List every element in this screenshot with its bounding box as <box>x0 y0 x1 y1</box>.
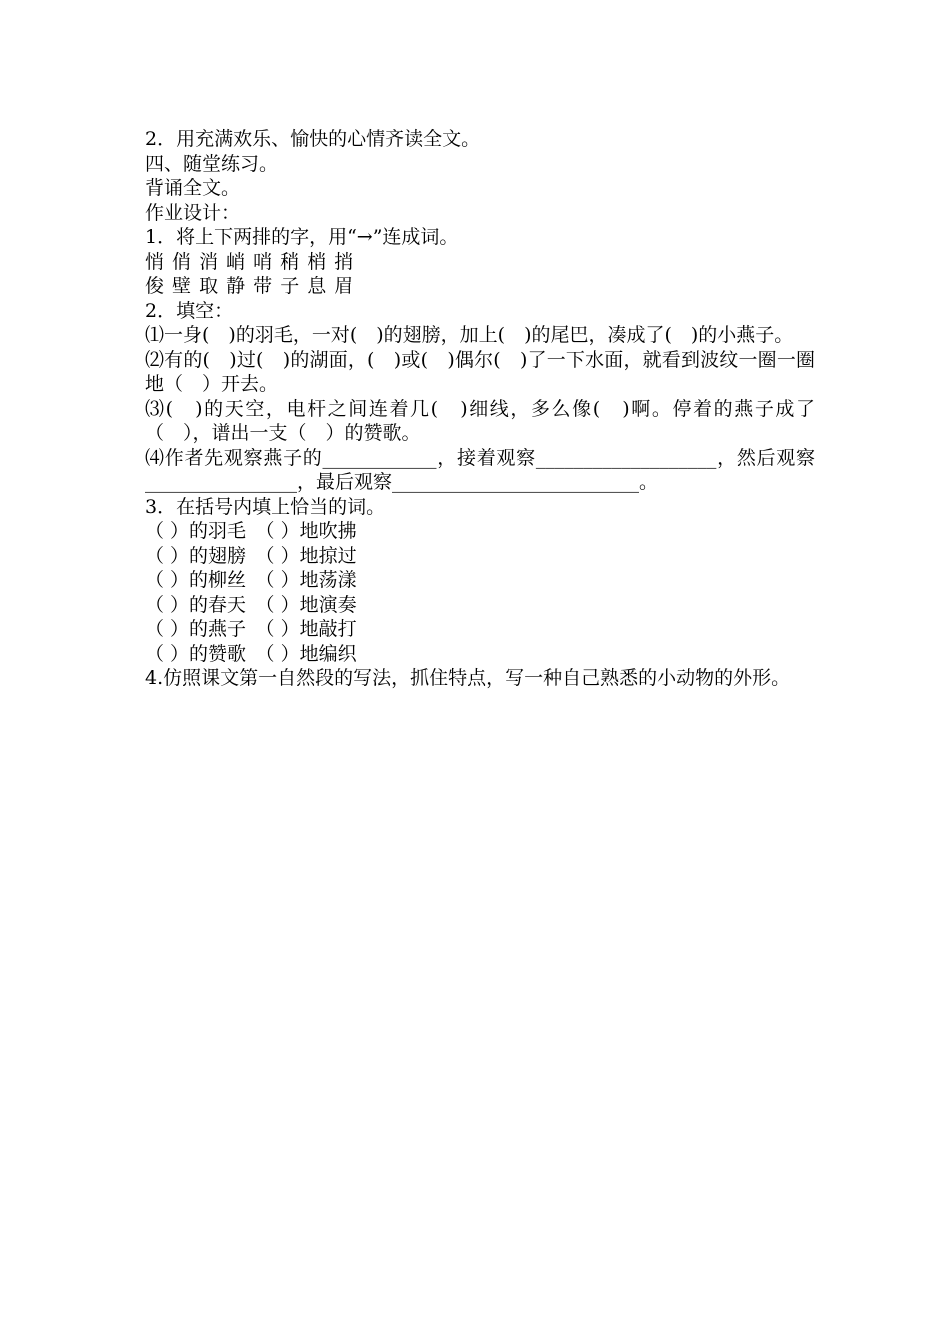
char-row-top: 悄 俏 消 峭 哨 稍 梢 捎 <box>145 250 355 273</box>
bracket-pair-row: （ ）的柳丝 （ ）地荡漾 <box>145 569 357 591</box>
homework-heading: 作业设计： <box>145 201 241 224</box>
bracket-pair-row: （ ）的燕子 （ ）地敲打 <box>145 618 357 640</box>
fill-item-1: ⑴一身( )的羽毛，一对( )的翅膀，加上( )的尾巴，凑成了( )的小燕子。 <box>145 324 794 346</box>
text-line-recite: 背诵全文。 <box>145 177 241 199</box>
task-1-instruction: 1．将上下两排的字，用“→”连成词。 <box>145 226 459 248</box>
fill-item-2: ⑵有的( )过( )的湖面，( )或( )偶尔( )了一下水面，就看到波纹一圈一圈地（ ）开去。 <box>145 348 815 395</box>
bracket-pair-row: （ ）的赞歌 （ ）地编织 <box>145 642 357 665</box>
task-3-title: 3．在括号内填上恰当的词。 <box>145 495 386 518</box>
fill-item-3: ⑶( )的天空，电杆之间连着几( )细线，多么像( )啊。停着的燕子成了（ ），谱出一支（ ）的赞歌。 <box>145 397 815 444</box>
document-body <box>145 127 815 691</box>
bracket-pair-row: （ ）的春天 （ ）地演奏 <box>145 593 357 616</box>
bracket-pair-row: （ ）的羽毛 （ ）地吹拂 <box>145 520 357 542</box>
task-2-title: 2．填空： <box>145 299 234 322</box>
task-4-instruction: 4.仿照课文第一自然段的写法，抓住特点，写一种自己熟悉的小动物的外形。 <box>145 667 791 689</box>
bracket-pair-row: （ ）的翅膀 （ ）地掠过 <box>145 544 357 567</box>
fill-item-4: ⑷作者先观察燕子的____________，接着观察___________________，然后观察________________，最后观察__________________________。 <box>145 446 815 493</box>
char-row-bottom: 俊 壁 取 静 带 子 息 眉 <box>145 275 355 297</box>
section-heading-practice: 四、随堂练习。 <box>145 152 279 175</box>
text-line-read-aloud: 2．用充满欢乐、愉快的心情齐读全文。 <box>145 128 481 150</box>
